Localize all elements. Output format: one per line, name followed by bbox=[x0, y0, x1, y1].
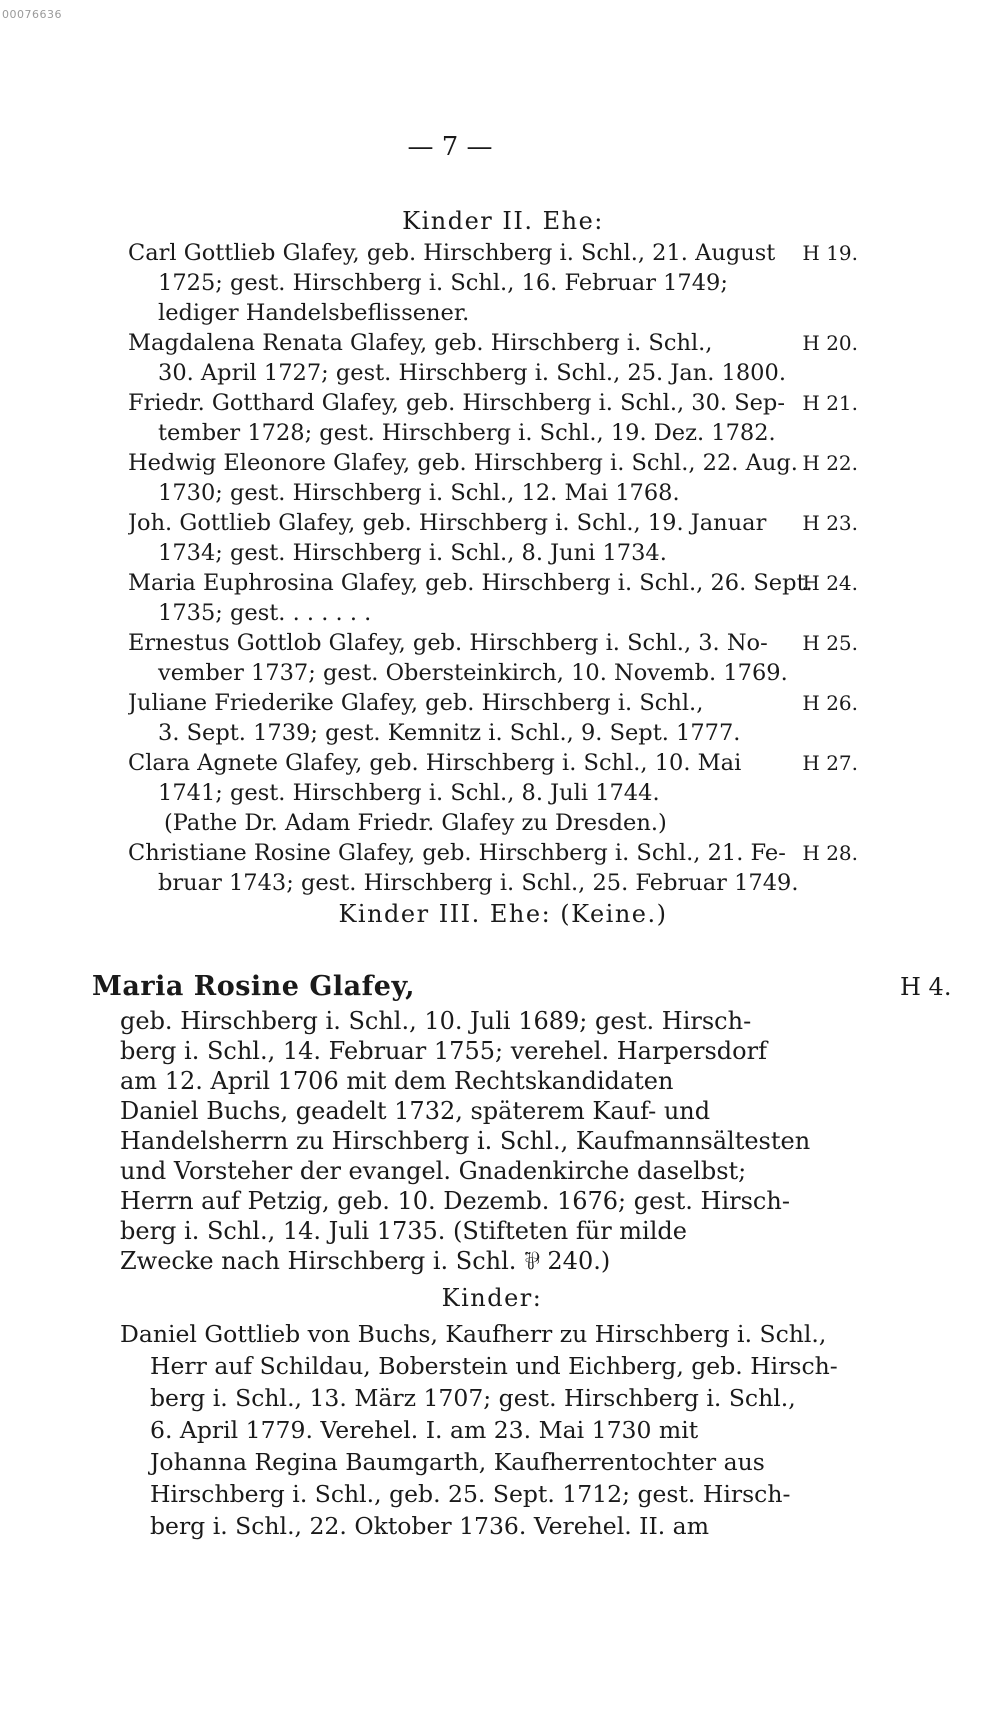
entry-line: Ernestus Gottlob Glafey, geb. Hirschberg i. Schl., 3. No- bbox=[128, 630, 768, 656]
entry-line: Johanna Regina Baumgarth, Kaufherrentochter aus bbox=[150, 1448, 765, 1476]
genealogy-ref: H 23. bbox=[802, 511, 858, 535]
entry-line: Juliane Friederike Glafey, geb. Hirschberg i. Schl., bbox=[128, 690, 704, 716]
body-line: Herrn auf Petzig, geb. 10. Dezemb. 1676; gest. Hirsch- bbox=[120, 1187, 790, 1215]
body-line: Zwecke nach Hirschberg i. Schl. ⅌ 240.) bbox=[120, 1247, 611, 1275]
entry-line: Christiane Rosine Glafey, geb. Hirschberg i. Schl., 21. Fe- bbox=[128, 840, 786, 866]
child-entry-h28 bbox=[128, 838, 858, 898]
body-line: berg i. Schl., 14. Februar 1755; verehel. Harpersdorf bbox=[120, 1037, 767, 1065]
main-person-ref: H 4. bbox=[900, 973, 952, 1001]
body-line: geb. Hirschberg i. Schl., 10. Juli 1689; gest. Hirsch- bbox=[120, 1007, 752, 1035]
entry-line: 1730; gest. Hirschberg i. Schl., 12. Mai 1768. bbox=[158, 480, 680, 506]
entry-line: Friedr. Gotthard Glafey, geb. Hirschberg i. Schl., 30. Sep- bbox=[128, 390, 785, 416]
entry-line: 1735; gest. . . . . . . bbox=[158, 600, 372, 626]
main-person-body bbox=[92, 1006, 852, 1276]
genealogy-ref: H 28. bbox=[802, 841, 858, 865]
entry-line: 1725; gest. Hirschberg i. Schl., 16. Februar 1749; bbox=[158, 270, 728, 296]
entry-line: berg i. Schl., 13. März 1707; gest. Hirschberg i. Schl., bbox=[150, 1384, 796, 1412]
genealogy-ref: H 26. bbox=[802, 691, 858, 715]
entry-line: Magdalena Renata Glafey, geb. Hirschberg i. Schl., bbox=[128, 330, 713, 356]
main-person-entry bbox=[92, 968, 952, 1542]
child-entry-h21 bbox=[128, 388, 858, 448]
main-person-header bbox=[92, 968, 952, 1006]
genealogy-ref: H 24. bbox=[802, 571, 858, 595]
child-entry-h25 bbox=[128, 628, 858, 688]
genealogy-ref: H 25. bbox=[802, 631, 858, 655]
genealogy-ref: H 19. bbox=[802, 241, 858, 265]
entry-line: Carl Gottlieb Glafey, geb. Hirschberg i. Schl., 21. August bbox=[128, 240, 776, 266]
children-heading: Kinder: bbox=[441, 1284, 543, 1312]
child-entry-h22 bbox=[128, 448, 858, 508]
body-line: berg i. Schl., 14. Juli 1735. (Stifteten für milde bbox=[120, 1217, 687, 1245]
section-heading-second-marriage: Kinder II. Ehe: bbox=[402, 207, 604, 235]
body-line: Daniel Buchs, geadelt 1732, späterem Kauf- und bbox=[120, 1097, 711, 1125]
child-entry-h23 bbox=[128, 508, 858, 568]
entry-line: Daniel Gottlieb von Buchs, Kaufherr zu Hirschberg i. Schl., bbox=[120, 1320, 827, 1348]
entry-line: Clara Agnete Glafey, geb. Hirschberg i. Schl., 10. Mai bbox=[128, 750, 742, 776]
child-entry-h20 bbox=[128, 328, 858, 388]
main-person-name: Maria Rosine Glafey, bbox=[92, 971, 415, 1002]
entry-line: 1741; gest. Hirschberg i. Schl., 8. Juli 1744. bbox=[158, 780, 660, 806]
entry-line: vember 1737; gest. Obersteinkirch, 10. Novemb. 1769. bbox=[158, 660, 788, 686]
genealogy-ref: H 20. bbox=[802, 331, 858, 355]
genealogy-ref: H 22. bbox=[802, 451, 858, 475]
page-number: — 7 — bbox=[407, 132, 493, 162]
entry-line: 3. Sept. 1739; gest. Kemnitz i. Schl., 9. Sept. 1777. bbox=[158, 720, 741, 746]
scan-id: 00076636 bbox=[2, 8, 62, 21]
genealogy-ref: H 27. bbox=[802, 751, 858, 775]
child-entry-h24 bbox=[128, 568, 858, 628]
entry-line: Hirschberg i. Schl., geb. 25. Sept. 1712; gest. Hirsch- bbox=[150, 1480, 791, 1508]
child-entry-h27 bbox=[128, 748, 858, 838]
entry-line: bruar 1743; gest. Hirschberg i. Schl., 25. Februar 1749. bbox=[158, 870, 799, 896]
body-line: und Vorsteher der evangel. Gnadenkirche daselbst; bbox=[120, 1157, 747, 1185]
genealogy-ref: H 21. bbox=[802, 391, 858, 415]
body-line: am 12. April 1706 mit dem Rechtskandidaten bbox=[120, 1067, 674, 1095]
body-line: Handelsherrn zu Hirschberg i. Schl., Kaufmannsältesten bbox=[120, 1127, 811, 1155]
entry-line: Maria Euphrosina Glafey, geb. Hirschberg i. Schl., 26. Sept. bbox=[128, 570, 813, 596]
children-second-marriage bbox=[128, 205, 858, 931]
entry-line: lediger Handelsbeflissener. bbox=[158, 300, 470, 326]
child-entry-daniel-gottlieb bbox=[92, 1318, 852, 1542]
child-entry-h19 bbox=[128, 238, 858, 328]
entry-line: 30. April 1727; gest. Hirschberg i. Schl., 25. Jan. 1800. bbox=[158, 360, 786, 386]
entry-line: Joh. Gottlieb Glafey, geb. Hirschberg i. Schl., 19. Januar bbox=[128, 510, 767, 536]
entry-note: (Pathe Dr. Adam Friedr. Glafey zu Dresden.) bbox=[164, 810, 667, 836]
entry-line: 6. April 1779. Verehel. I. am 23. Mai 1730 mit bbox=[150, 1416, 699, 1444]
section-heading-third-marriage: Kinder III. Ehe: (Keine.) bbox=[338, 900, 668, 928]
entry-line: Herr auf Schildau, Boberstein und Eichberg, geb. Hirsch- bbox=[150, 1352, 838, 1380]
child-entry-h26 bbox=[128, 688, 858, 748]
entry-line: berg i. Schl., 22. Oktober 1736. Verehel. II. am bbox=[150, 1512, 709, 1540]
entry-line: 1734; gest. Hirschberg i. Schl., 8. Juni 1734. bbox=[158, 540, 667, 566]
entry-line: tember 1728; gest. Hirschberg i. Schl., 19. Dez. 1782. bbox=[158, 420, 776, 446]
entry-line: Hedwig Eleonore Glafey, geb. Hirschberg i. Schl., 22. Aug. bbox=[128, 450, 798, 476]
